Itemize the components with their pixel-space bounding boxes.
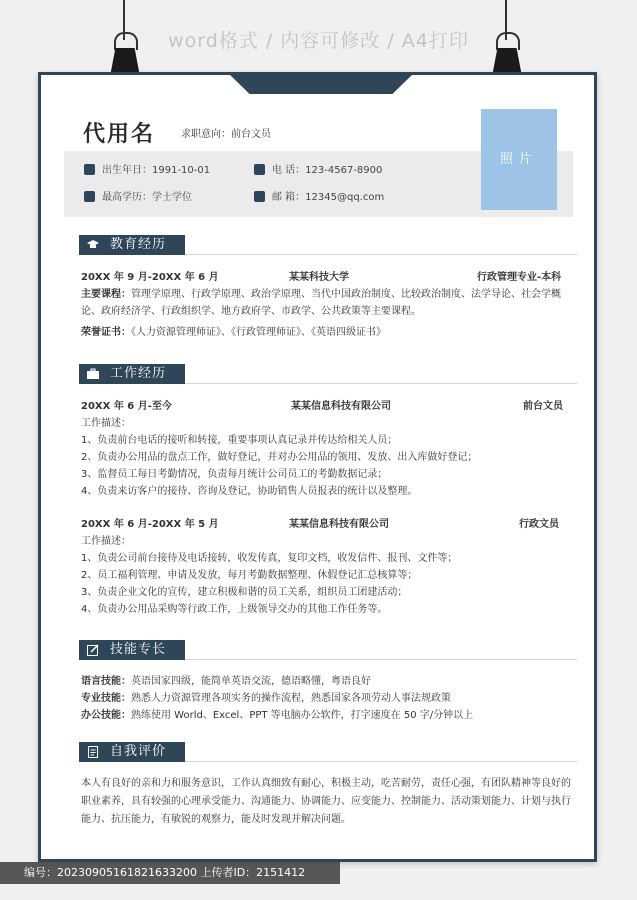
work2-company: 某某信息科技有限公司 — [289, 519, 389, 530]
edu-major: 行政管理专业-本科 — [477, 272, 562, 283]
skill-row — [81, 690, 571, 707]
briefcase-icon — [87, 368, 99, 380]
work2-item: 2、员工福利管理、申请及发放，每月考勤数据整理、休假登记汇总核算等； — [81, 570, 418, 581]
edu-school: 某某科技大学 — [289, 272, 349, 283]
skill-label: 专业技能： — [81, 693, 131, 704]
job-intent: 求职意向：前台文员 — [181, 129, 271, 140]
work1-item: 2、负责办公用品的盘点工作，做好登记，并对办公用品的领用、发放、出入库做好登记； — [81, 452, 478, 463]
edu-certs — [81, 324, 571, 341]
edu-period: 20XX 年 9 月-20XX 年 6 月 — [81, 272, 219, 283]
photo-placeholder: 照片 — [481, 109, 557, 210]
candidate-name: 代用名 — [83, 122, 156, 147]
work2-role: 行政文员 — [519, 519, 559, 530]
divider — [185, 254, 577, 255]
skills-list — [81, 673, 571, 724]
phone-text: 电 话：123-4567-8900 — [272, 165, 383, 176]
section-skills — [79, 640, 185, 660]
skill-label: 办公技能： — [81, 710, 131, 721]
resume-sheet — [38, 72, 597, 862]
work1-item: 3、监督员工每日考勤情况，负责每月统计公司员工的考勤数据记录； — [81, 469, 388, 480]
birth-text: 出生年日：1991-10-01 — [102, 165, 211, 176]
divider — [185, 659, 577, 660]
edu-text: 最高学历：学士学位 — [102, 192, 192, 203]
self-eval-text: 本人有良好的亲和力和服务意识，工作认真细致有耐心，积极主动，吃苦耐劳，责任心强，有团队精神等良好的职业素养，具有较强的心理承受能力、沟通能力、协调能力、应变能力、控制能力、活动策划能力、计划与执行能力、抗压能力，有敏锐的观察力，能及时发现并解决问题。 — [81, 778, 571, 825]
work1-item: 1、负责前台电话的接听和转接，重要事项认真记录并传达给相关人员； — [81, 435, 398, 446]
skill-label: 语言技能： — [81, 676, 131, 687]
header-notch — [227, 72, 415, 94]
work1-period: 20XX 年 6 月-至今 — [81, 401, 172, 412]
graduation-icon — [84, 191, 95, 202]
work2-item: 4、负责办公用品采购等行政工作，上级领导交办的其他工作任务等。 — [81, 604, 388, 615]
section-title: 教育经历 — [110, 237, 167, 252]
skill-text: 英语国家四级，能简单英语交流，德语略懂，粤语良好 — [131, 676, 371, 687]
section-education — [79, 235, 185, 255]
divider — [185, 383, 577, 384]
work2-item: 3、负责企业文化的宣传，建立积极和谐的员工关系，组织员工团建活动； — [81, 587, 408, 598]
courses-label: 主要课程： — [81, 289, 131, 300]
work1-desc — [81, 415, 571, 500]
email-text: 邮 箱：12345@qq.com — [272, 192, 385, 203]
section-work — [79, 364, 185, 384]
graduation-cap-icon — [87, 239, 99, 251]
desc-label: 工作描述： — [81, 418, 131, 429]
work1-role: 前台文员 — [523, 401, 563, 412]
education-item — [84, 191, 192, 205]
work1-company: 某某信息科技有限公司 — [291, 401, 391, 412]
skill-text: 熟练使用 World、Excel、PPT 等电脑办公软件，打字速度在 50 字/分钟以上 — [131, 710, 474, 721]
section-title: 自我评价 — [110, 744, 167, 759]
top-caption: word格式 / 内容可修改 / A4打印 — [168, 30, 469, 52]
courses-text: 管理学原理、行政学原理、政治学原理、当代中国政治制度、比较政治制度、法学导论、社会学概论、政府经济学、行政组织学、地方政府学、市政学、公共政策等主要课程。 — [81, 289, 561, 317]
skill-row — [81, 707, 571, 724]
divider — [185, 761, 577, 762]
phone-item — [254, 164, 382, 178]
document-icon — [87, 746, 99, 758]
email-item — [254, 191, 384, 205]
section-self-eval — [79, 742, 185, 762]
section-title: 技能专长 — [110, 642, 167, 657]
certs-label: 荣誉证书： — [81, 327, 131, 338]
work2-period: 20XX 年 6 月-20XX 年 5 月 — [81, 519, 219, 530]
edu-courses — [81, 286, 571, 320]
mail-icon — [254, 191, 265, 202]
work2-item: 1、负责公司前台接待及电话接转，收发传真，复印文档，收发信件、报刊、文件等； — [81, 553, 458, 564]
skill-row — [81, 673, 571, 690]
phone-icon — [254, 164, 265, 175]
footer-id-bar: 编号：20230905161821633200 上传者ID：2151412 — [0, 862, 340, 884]
work2-desc — [81, 533, 571, 618]
edit-icon — [87, 644, 99, 656]
birth-item — [84, 164, 210, 178]
skill-text: 熟悉人力资源管理各项实务的操作流程，熟悉国家各项劳动人事法规政策 — [131, 693, 451, 704]
desc-label: 工作描述： — [81, 536, 131, 547]
calendar-icon — [84, 164, 95, 175]
section-title: 工作经历 — [110, 366, 167, 381]
certs-text: 《人力资源管理师证》、《行政管理师证》、《英语四级证书》 — [131, 327, 386, 338]
work1-item: 4、负责来访客户的接待、咨询及登记，协助销售人员报表的统计以及整理。 — [81, 486, 418, 497]
